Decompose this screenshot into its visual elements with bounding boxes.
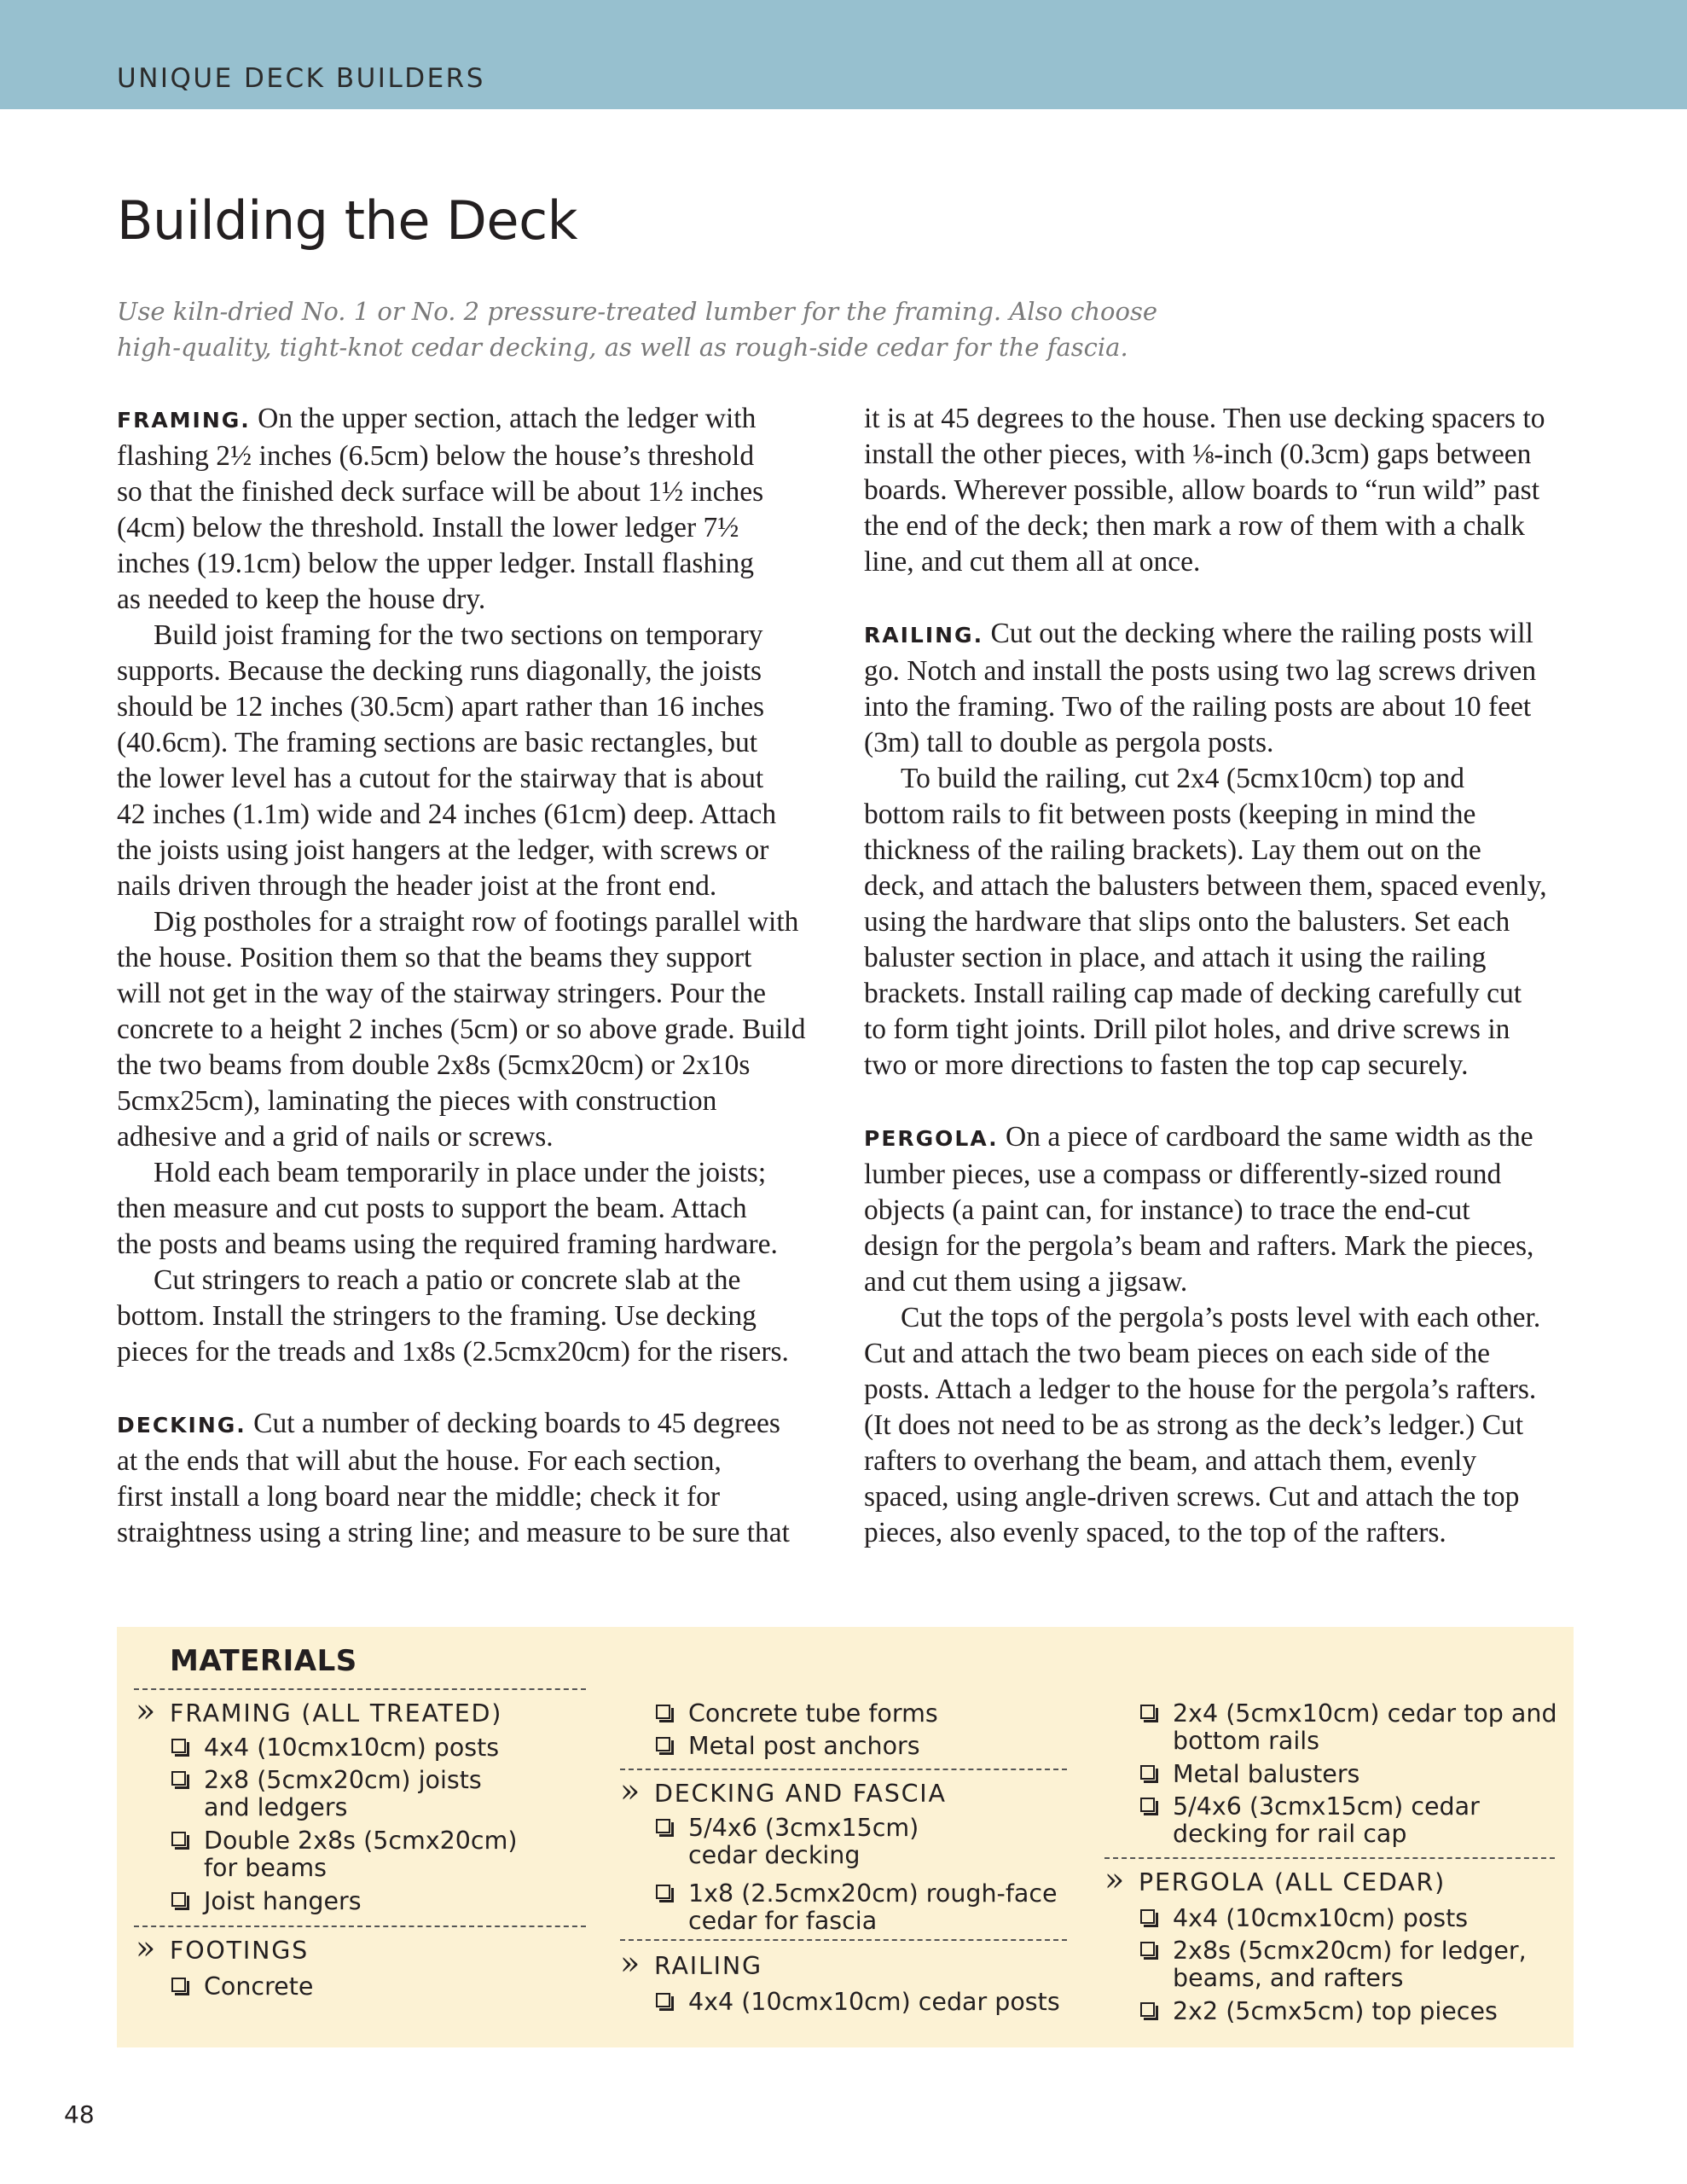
checklist-item: Concrete tube forms [688,1700,938,1728]
checkbox-icon [1140,1909,1155,1924]
body-line: Build joist framing for the two sections on temporary [154,619,763,651]
body-line: two or more directions to fasten the top cap securely. [864,1049,1469,1081]
body-line: the end of the deck; then mark a row of them with a chalk [864,510,1525,542]
body-line: the lower level has a cutout for the stairway that is about [117,763,764,794]
body-line: baluster section in place, and attach it using the railing [864,942,1487,973]
divider [134,1688,586,1690]
chevron-icon: » [620,1944,642,1982]
checkbox-icon [656,1737,670,1751]
checklist-item: Joist hangers [204,1888,362,1915]
checklist-item: 2x8s (5cmx20cm) for ledger, beams, and rafters [1173,1937,1527,1992]
checklist-item: Concrete [204,1973,313,2001]
body-line: go. Notch and install the posts using two lag screws driven [864,655,1537,687]
body-line: it is at 45 degrees to the house. Then use decking spacers to [864,403,1545,434]
body-line: boards. Wherever possible, allow boards to “run wild” past [864,474,1540,506]
body-line: flashing 2½ inches (6.5cm) below the house’s threshold [117,440,755,472]
pergola-heading: PERGOLA. [864,1126,999,1151]
intro-paragraph [117,293,1174,365]
body-line: FRAMING. On the upper section, attach the ledger with [117,403,757,434]
checkbox-icon [656,1819,670,1833]
body-line: and cut them using a jigsaw. [864,1266,1188,1298]
body-line: spaced, using angle-driven screws. Cut and attach the top [864,1481,1520,1513]
checklist-item: 4x4 (10cmx10cm) posts [204,1734,499,1762]
body-line: concrete to a height 2 inches (5cm) or so above grade. Build [117,1014,806,1045]
checkbox-icon [171,1832,186,1846]
divider [620,1769,1067,1770]
section-label: UNIQUE DECK BUILDERS [117,63,485,94]
checklist-item: 2x8 (5cmx20cm) joists and ledgers [204,1767,482,1821]
body-line: the two beams from double 2x8s (5cmx20cm) or 2x10s [117,1049,751,1081]
body-line: then measure and cut posts to support the beam. Attach [117,1193,747,1224]
body-line: deck, and attach the balusters between them, spaced evenly, [864,870,1547,902]
checklist-item: 2x2 (5cmx5cm) top pieces [1173,1998,1498,2025]
page-title: Building the Deck [117,189,578,252]
checklist-item: 1x8 (2.5cmx20cm) rough-face cedar for fascia [688,1880,1058,1935]
body-line: thickness of the railing brackets). Lay them out on the [864,834,1481,866]
chevron-icon: » [620,1772,642,1809]
framing-heading: FRAMING. [117,408,251,433]
checklist-item: 5/4x6 (3cmx15cm) cedar decking [688,1815,919,1869]
body-line: to form tight joints. Drill pilot holes, and drive screws in [864,1014,1510,1045]
checkbox-icon [171,1739,186,1753]
body-line: Dig postholes for a straight row of footings parallel with [154,906,799,938]
body-line: the posts and beams using the required framing hardware. [117,1228,778,1260]
body-line: Cut the tops of the pergola’s posts level with each other. [901,1302,1541,1333]
checklist-item: Metal post anchors [688,1733,920,1760]
body-line: at the ends that will abut the house. For each section, [117,1445,722,1477]
body-column-left [117,401,825,1551]
checklist-item: Double 2x8s (5cmx20cm) for beams [204,1827,517,1882]
materials-box [117,1627,1574,2048]
body-line: the joists using joist hangers at the ledger, with screws or [117,834,769,866]
intro-line: high-quality, tight-knot cedar decking, as well as rough-side cedar for the fascia. [117,333,1128,362]
body-line: install the other pieces, with ⅛-inch (0.3cm) gaps between [864,439,1532,470]
page-number: 48 [64,2100,95,2129]
checklist-item: 2x4 (5cmx10cm) cedar top and bottom rails [1173,1700,1557,1755]
divider [620,1939,1067,1941]
checkbox-icon [656,1705,670,1719]
body-line: first install a long board near the middle; check it for [117,1481,721,1513]
body-line: so that the finished deck surface will be about 1½ inches [117,476,764,508]
checkbox-icon [171,1771,186,1786]
chevron-icon: » [136,1692,158,1729]
body-line: posts. Attach a ledger to the house for the pergola’s rafters. [864,1374,1537,1405]
body-line: inches (19.1cm) below the upper ledger. Install flashing [117,548,755,579]
body-line: (3m) tall to double as pergola posts. [864,727,1274,758]
body-line: into the framing. Two of the railing posts are about 10 feet [864,691,1532,723]
body-line: Cut and attach the two beam pieces on each side of the [864,1338,1490,1369]
divider [134,1926,586,1927]
body-line: will not get in the way of the stairway stringers. Pour the [117,978,767,1009]
category-decking: » DECKING AND FASCIA [620,1772,947,1809]
materials-title: MATERIALS [170,1644,357,1678]
body-line: (40.6cm). The framing sections are basic rectangles, but [117,727,758,758]
checklist-item: Metal balusters [1173,1761,1359,1788]
body-line: 5cmx25cm), laminating the pieces with construction [117,1085,717,1117]
checklist-item: 5/4x6 (3cmx15cm) cedar decking for rail cap [1173,1793,1480,1848]
body-line: To build the railing, cut 2x4 (5cmx10cm) top and [901,763,1465,794]
checkbox-icon [656,1993,670,2007]
railing-heading: RAILING. [864,623,984,648]
category-framing: » FRAMING (ALL TREATED) [136,1692,503,1729]
category-railing: » RAILING [620,1944,762,1982]
body-line: Cut stringers to reach a patio or concrete slab at the [154,1264,741,1296]
body-line: line, and cut them all at once. [864,546,1201,578]
body-line: nails driven through the header joist at the front end. [117,870,717,902]
category-pergola: » PERGOLA (ALL CEDAR) [1104,1861,1446,1898]
divider [1104,1857,1555,1859]
body-line: bottom. Install the stringers to the framing. Use decking [117,1300,757,1332]
body-line: PERGOLA. On a piece of cardboard the same width as the [864,1121,1533,1153]
chevron-icon: » [1104,1861,1127,1898]
checkbox-icon [1140,1705,1155,1719]
body-line: straightness using a string line; and measure to be sure that [117,1517,790,1548]
body-line: 42 inches (1.1m) wide and 24 inches (61cm) deep. Attach [117,799,777,830]
body-line: should be 12 inches (30.5cm) apart rather than 16 inches [117,691,765,723]
checkbox-icon [656,1885,670,1899]
body-line: bottom rails to fit between posts (keeping in mind the [864,799,1476,830]
checkbox-icon [171,1892,186,1907]
body-line: the house. Position them so that the beams they support [117,942,752,973]
body-line: rafters to overhang the beam, and attach them, evenly [864,1445,1477,1477]
body-line: RAILING. Cut out the decking where the railing posts will [864,618,1533,649]
checkbox-icon [171,1978,186,1992]
checklist-item: 4x4 (10cmx10cm) cedar posts [688,1989,1060,2016]
body-line: brackets. Install railing cap made of decking carefully cut [864,978,1522,1009]
body-line: pieces, also evenly spaced, to the top of the rafters. [864,1517,1446,1548]
body-line: lumber pieces, use a compass or differently-sized round [864,1159,1502,1190]
body-line: adhesive and a grid of nails or screws. [117,1121,554,1153]
body-line: supports. Because the decking runs diagonally, the joists [117,655,762,687]
body-column-right [864,401,1572,1551]
checkbox-icon [1140,1942,1155,1956]
body-line: as needed to keep the house dry. [117,584,486,615]
intro-line: Use kiln-dried No. 1 or No. 2 pressure-treated lumber for the framing. Also choose [117,297,1158,326]
body-line: Hold each beam temporarily in place under the joists; [154,1157,767,1188]
body-line: objects (a paint can, for instance) to trace the end-cut [864,1194,1470,1226]
category-footings: » FOOTINGS [136,1929,309,1966]
body-line: (It does not need to be as strong as the deck’s ledger.) Cut [864,1409,1524,1441]
body-line: design for the pergola’s beam and rafters. Mark the pieces, [864,1230,1534,1262]
checkbox-icon [1140,1798,1155,1812]
body-line: using the hardware that slips onto the balusters. Set each [864,906,1510,938]
checkbox-icon [1140,1765,1155,1780]
checkbox-icon [1140,2002,1155,2017]
body-line: DECKING. Cut a number of decking boards to 45 degrees [117,1408,780,1439]
body-line: pieces for the treads and 1x8s (2.5cmx20cm) for the risers. [117,1336,789,1368]
body-line: (4cm) below the threshold. Install the lower ledger 7½ [117,512,739,543]
decking-heading: DECKING. [117,1413,246,1438]
checklist-item: 4x4 (10cmx10cm) posts [1173,1905,1468,1932]
chevron-icon: » [136,1929,158,1966]
